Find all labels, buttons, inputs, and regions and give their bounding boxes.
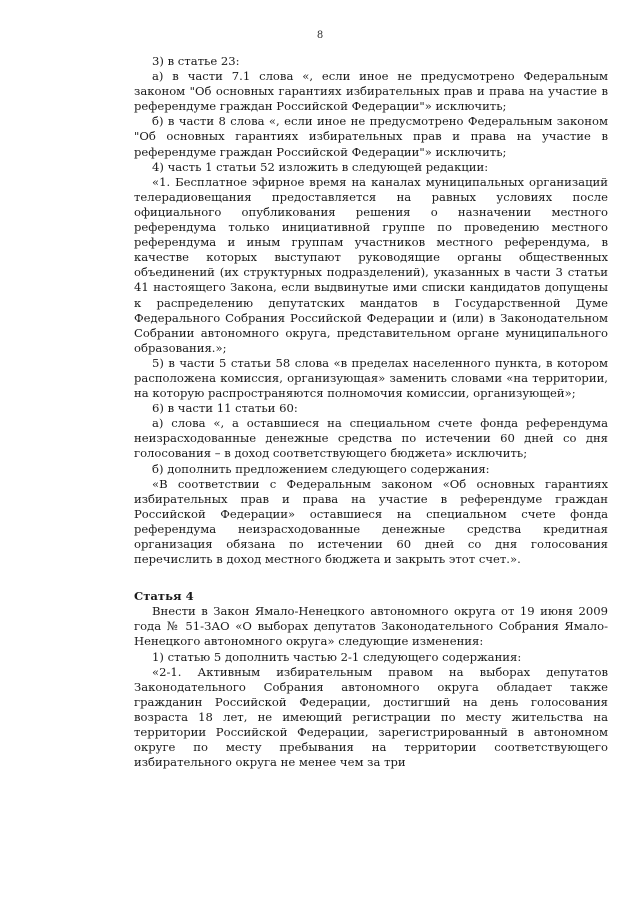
paragraph-item-6b: б) дополнить предложением следующего содержания:: [152, 461, 490, 476]
paragraph-item-3b: б) в части 8 слова «, если иное не предусмотрено Федеральным законом "Об основных гарантиях избирательных прав и права на участие в референдуме граждан Российской Федерации"» исключить;: [134, 114, 608, 159]
page-number: 8: [316, 30, 324, 41]
paragraph-item-6a: а) слова «, а оставшиеся на специальном счете фонда референдума неизрасходованные денежные средства по истечении 60 дней со дня голосования – в доход соответствующего бюджета» исключить;: [134, 416, 608, 461]
article-heading: Статья 4: [134, 589, 194, 604]
paragraph-item-3a: а) в части 7.1 слова «, если иное не предусмотрено Федеральным законом "Об основных гарантиях избирательных прав и права на участие в референдуме граждан Российской Федерации"» исключить;: [134, 69, 608, 114]
paragraph-item-6: 6) в части 11 статьи 60:: [152, 401, 298, 416]
paragraph-quote-part1: «1. Бесплатное эфирное время на каналах муниципальных организаций телерадиовещания предоставляется на равных условиях после официального опубликования решения о назначении местного референдума только инициативной группе по проведению местного референдума и иным группам участников местного референдума, в качестве которых выступают руководящие органы общественных объединений (их структурных подразделений), указанных в части 3 статьи 41 настоящего Закона, если выдвинутые ими списки кандидатов допущены к распределению депутатских мандатов в Государственной Думе Федерального Собрания Российской Федерации и (или) в Законодательном Собрании автономного округа, представительном органе муниципального образования.»;: [134, 174, 608, 355]
article-quote-2-1: «2-1. Активным избирательным правом на выборах депутатов Законодательного Собрания автономного округа обладает также гражданин Российской Федерации, достигший на день голосования возраста 18 лет, не имеющий регистрации по месту жительства на территории Российской Федерации, зарегистрированный в автономном округе по месту пребывания на территории соответствующего избирательного округа не менее чем за три: [134, 664, 608, 770]
article-heading-wrapper: [134, 589, 608, 604]
paragraph-item-5: 5) в части 5 статьи 58 слова «в пределах населенного пункта, в котором расположена комиссия, организующая» заменить словами «на территории, на которую распространяются полномочия комиссии, организующей»;: [134, 355, 608, 401]
paragraph-item-4: 4) часть 1 статьи 52 изложить в следующей редакции:: [152, 159, 489, 174]
paragraph-item-3: 3) в статье 23:: [152, 54, 240, 68]
paragraph-quote-supplement: «В соответствии с Федеральным законом «Об основных гарантиях избирательных прав и права на участие в референдуме граждан Российской Федерации» оставшиеся на специальном счете фонда референдума неизрасходованные денежные средства кредитная организация обязана по истечении 60 дней со дня голосования перечислить в доход местного бюджета и закрыть этот счет.».: [134, 476, 608, 567]
document-body: [134, 54, 608, 770]
article-intro-paragraph: Внести в Закон Ямало-Ненецкого автономного округа от 19 июня 2009 года № 51-ЗАО «О выборах депутатов Законодательного Собрания Ямало-Ненецкого автономного округа» следующие изменения:: [134, 604, 608, 649]
article-item-1: 1) статью 5 дополнить частью 2-1 следующего содержания:: [152, 649, 522, 664]
